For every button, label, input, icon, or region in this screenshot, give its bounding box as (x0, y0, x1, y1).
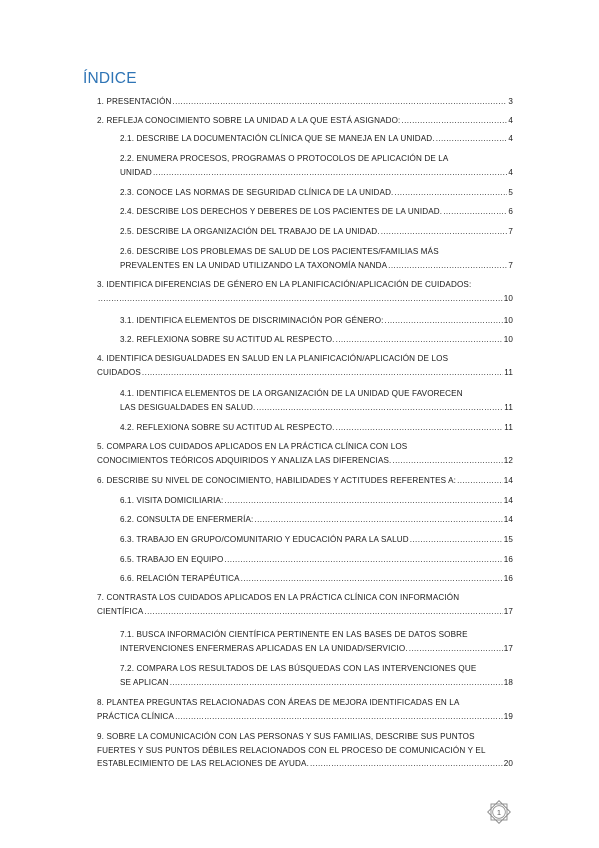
toc-entry-text: 3. IDENTIFICA DIFERENCIAS DE GÉNERO EN LA PLANIFICACIÓN/APLICACIÓN DE CUIDADOS: (97, 280, 472, 289)
dot-leader (173, 95, 508, 109)
toc-entry[interactable] (97, 730, 513, 771)
toc-entry-text: ESTABLECIMIENTO DE LAS RELACIONES DE AYUDA. (97, 759, 309, 768)
toc-entry-text: 7. CONTRASTA LOS CUIDADOS APLICADOS EN LA PRÁCTICA CLÍNICA CON INFORMACIÓN (97, 593, 460, 602)
toc-entry[interactable] (120, 628, 513, 655)
toc-entry-text: PRÁCTICA CLÍNICA (97, 711, 175, 721)
toc-page-number: 10 (503, 316, 513, 325)
toc-entry-text: 2.2. ENUMERA PROCESOS, PROGRAMAS O PROTOCOLOS DE APLICACIÓN DE LA (120, 154, 449, 163)
dot-leader (175, 710, 503, 724)
toc-page-number: 16 (503, 574, 513, 583)
toc-page-number: 6 (508, 207, 513, 216)
dot-leader (336, 333, 503, 347)
dot-leader (153, 166, 507, 180)
toc-page-number: 4 (508, 167, 513, 177)
toc-entry[interactable] (120, 513, 513, 527)
emblem-icon (484, 797, 514, 827)
toc-entry-text: 6.3. TRABAJO EN GRUPO/COMUNITARIO Y EDUCACIÓN PARA LA SALUD (120, 535, 409, 544)
toc-entry-text: 7.1. BUSCA INFORMACIÓN CIENTÍFICA PERTINENTE EN LAS BASES DE DATOS SOBRE (120, 630, 468, 639)
toc-entry-text: 6. DESCRIBE SU NIVEL DE CONOCIMIENTO, HABILIDADES Y ACTITUDES REFERENTES A: (97, 476, 457, 485)
dot-leader (142, 366, 503, 380)
dot-leader (241, 572, 503, 586)
toc-entry-text: PREVALENTES EN LA UNIDAD UTILIZANDO LA TAXONOMÍA NANDA (120, 260, 388, 270)
toc-entry[interactable] (120, 152, 513, 179)
toc-entry-text: INTERVENCIONES ENFERMERAS APLICADAS EN LA UNIDAD/SERVICIO. (120, 643, 408, 653)
toc-entry[interactable] (120, 572, 513, 586)
toc-entry-text: CIENTÍFICA (97, 606, 144, 616)
toc-page-number: 17 (503, 606, 513, 616)
toc-entry-text: 1. PRESENTACIÓN (97, 97, 172, 106)
toc-entry-text: 4.2. REFLEXIONA SOBRE SU ACTITUD AL RESPECTO. (120, 423, 335, 432)
toc-page-number: 4 (508, 134, 513, 143)
toc-entry[interactable] (97, 95, 513, 109)
dot-leader (254, 513, 502, 527)
toc-entry-text: CONOCIMIENTOS TEÓRICOS ADQUIRIDOS Y ANALIZA LAS DIFERENCIAS. (97, 455, 392, 465)
toc-entry[interactable] (97, 440, 513, 467)
toc-entry[interactable] (120, 314, 513, 328)
toc-page-number: 18 (503, 677, 513, 687)
toc-page-number: 20 (503, 759, 513, 768)
toc-entry-text: 9. SOBRE LA COMUNICACIÓN CON LAS PERSONAS Y SUS FAMILIAS, DESCRIBE SUS PUNTOS (97, 732, 475, 741)
toc-entry[interactable] (97, 114, 513, 128)
toc-page-number: 19 (503, 711, 513, 721)
toc-entry-text: 2.6. DESCRIBE LOS PROBLEMAS DE SALUD DE LOS PACIENTES/FAMILIAS MÁS (120, 247, 439, 256)
toc-entry[interactable] (120, 245, 513, 272)
toc-entry-text: 6.1. VISITA DOMICILIARIA: (120, 496, 224, 505)
dot-leader (385, 314, 503, 328)
dot-leader (381, 225, 508, 239)
toc-entry[interactable] (97, 591, 513, 618)
toc-page-number: 14 (503, 515, 513, 524)
dot-leader (310, 757, 503, 771)
page-number: 1 (496, 807, 502, 817)
toc-page-number: 11 (504, 423, 513, 432)
toc-page-number: 10 (503, 293, 513, 303)
toc-entry-text: 2.1. DESCRIBE LA DOCUMENTACIÓN CLÍNICA QUE SE MANEJA EN LA UNIDAD. (120, 134, 435, 143)
toc-entry-text: 4.1. IDENTIFICA ELEMENTOS DE LA ORGANIZACIÓN DE LA UNIDAD QUE FAVORECEN (120, 389, 463, 398)
toc-entry-text: SE APLICAN (120, 677, 169, 687)
toc-page-number: 16 (503, 555, 513, 564)
dot-leader (410, 533, 503, 547)
toc-entry-text: 2. REFLEJA CONOCIMIENTO SOBRE LA UNIDAD A LA QUE ESTÁ ASIGNADO: (97, 116, 401, 125)
dot-leader (392, 454, 502, 468)
toc-entry[interactable] (120, 421, 513, 435)
toc-heading: ÍNDICE (83, 70, 137, 87)
toc-entry-text: UNIDAD (120, 167, 152, 177)
toc-entry-text: 2.4. DESCRIBE LOS DERECHOS Y DEBERES DE LOS PACIENTES DE LA UNIDAD. (120, 207, 443, 216)
dot-leader (394, 186, 507, 200)
toc-page-number: 7 (508, 227, 513, 236)
toc-entry[interactable] (120, 132, 513, 146)
toc-entry-text: 6.6. RELACIÓN TERAPÉUTICA (120, 574, 240, 583)
toc-entry-text: CUIDADOS (97, 367, 141, 377)
toc-page-number: 7 (508, 260, 513, 270)
dot-leader (388, 259, 507, 273)
dot-leader (443, 205, 507, 219)
dot-leader (98, 292, 503, 306)
toc-entry-text: 8. PLANTEA PREGUNTAS RELACIONADAS CON ÁREAS DE MEJORA IDENTIFICADAS EN LA (97, 698, 460, 707)
toc-entry[interactable] (120, 225, 513, 239)
toc-entry-text: FUERTES Y SUS PUNTOS DÉBILES RELACIONADOS CON EL PROCESO DE COMUNICACIÓN Y EL (97, 745, 486, 755)
toc-entry[interactable] (97, 352, 513, 379)
toc-entry[interactable] (120, 333, 513, 347)
toc-entry[interactable] (97, 474, 513, 488)
dot-leader (457, 474, 503, 488)
dot-leader (170, 676, 503, 690)
dot-leader (436, 132, 508, 146)
dot-leader (256, 401, 503, 415)
dot-leader (401, 114, 507, 128)
toc-page-number: 12 (503, 455, 513, 465)
toc-page-number: 15 (503, 535, 513, 544)
toc-entry-text: 7.2. COMPARA LOS RESULTADOS DE LAS BÚSQUEDAS CON LAS INTERVENCIONES QUE (120, 664, 477, 673)
toc-page-number: 5 (508, 188, 513, 197)
toc-entry[interactable] (120, 533, 513, 547)
toc-page-number: 14 (503, 476, 513, 485)
toc-entry[interactable] (120, 662, 513, 689)
toc-entry-text: 4. IDENTIFICA DESIGUALDADES EN SALUD EN LA PLANIFICACIÓN/APLICACIÓN DE LOS (97, 354, 449, 363)
dot-leader (224, 494, 502, 508)
toc-entry-text: 3.1. IDENTIFICA ELEMENTOS DE DISCRIMINACIÓN POR GÉNERO: (120, 316, 384, 325)
dot-leader (336, 421, 504, 435)
dot-leader (409, 642, 503, 656)
dot-leader (224, 553, 502, 567)
toc-entry[interactable] (120, 186, 513, 200)
toc-entry-text: 6.2. CONSULTA DE ENFERMERÍA: (120, 515, 254, 524)
toc-page-number: 11 (504, 402, 513, 412)
toc-page-number: 11 (504, 367, 513, 377)
toc-page-number: 17 (503, 643, 513, 653)
toc-entry-text: LAS DESIGUALDADES EN SALUD. (120, 402, 256, 412)
toc-entry[interactable] (120, 553, 513, 567)
dot-leader (144, 605, 502, 619)
toc-entry[interactable] (120, 494, 513, 508)
toc-entry[interactable] (97, 278, 513, 305)
toc-page-number: 10 (503, 335, 513, 344)
toc-entry-text: 5. COMPARA LOS CUIDADOS APLICADOS EN LA PRÁCTICA CLÍNICA CON LOS (97, 442, 408, 451)
toc-page-number: 14 (503, 496, 513, 505)
toc-entry-text: 2.5. DESCRIBE LA ORGANIZACIÓN DEL TRABAJO DE LA UNIDAD. (120, 227, 380, 236)
toc-entry-text: 2.3. CONOCE LAS NORMAS DE SEGURIDAD CLÍNICA DE LA UNIDAD. (120, 188, 394, 197)
toc-entry-text: 3.2. REFLEXIONA SOBRE SU ACTITUD AL RESPECTO. (120, 335, 335, 344)
toc-entry[interactable] (120, 387, 513, 414)
toc-entry[interactable] (97, 696, 513, 723)
toc-page-number: 4 (508, 116, 513, 125)
toc-page-number: 3 (508, 97, 513, 106)
toc-entry-text: 6.5. TRABAJO EN EQUIPO (120, 555, 224, 564)
toc-entry[interactable] (120, 205, 513, 219)
